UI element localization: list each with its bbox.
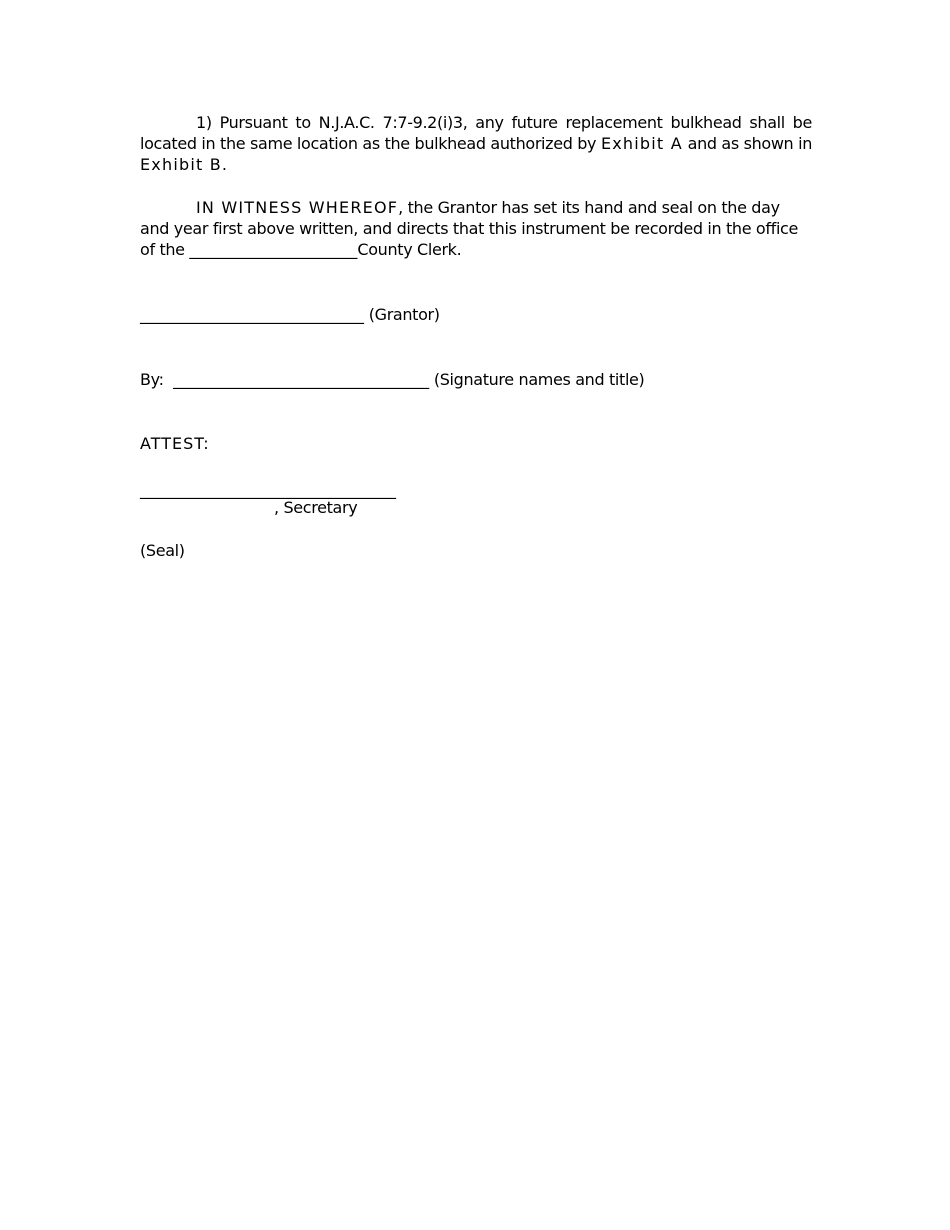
secretary-blank-line: ________________________________ — [140, 480, 396, 499]
exhibit-b-reference: Exhibit B — [140, 155, 222, 174]
county-blank-line: _____________________ — [189, 240, 358, 259]
witness-lead: IN WITNESS WHEREOF — [196, 198, 399, 217]
grantor-blank-line: ____________________________ — [140, 305, 364, 324]
paragraph-witness — [140, 197, 812, 260]
grantor-label: (Grantor) — [368, 305, 440, 324]
grantor-signature-line — [140, 304, 440, 325]
exhibit-a-reference: Exhibit A — [600, 134, 683, 153]
by-signature-line — [140, 369, 644, 390]
seal-label: (Seal) — [140, 541, 185, 560]
county-clerk-text: County Clerk. — [357, 240, 462, 259]
secretary-label: , Secretary — [274, 498, 358, 517]
clause-number: 1) — [196, 113, 212, 132]
clause-text-middle: and as shown in — [687, 134, 812, 153]
witness-text: , the Grantor has set its hand and seal on the day and year first above written, and directs that this instrument be recorded in the office of the — [140, 198, 798, 259]
signature-names-label: (Signature names and title) — [433, 370, 645, 389]
signature-blank-line: ________________________________ — [173, 370, 430, 389]
paragraph-bulkhead-clause — [140, 112, 812, 175]
by-label: By: — [140, 370, 164, 389]
clause-text: Pursuant to N.J.A.C. 7:7-9.2(i)3, any future replacement bulkhead shall be located in the same location as the bulkhead authorized by — [140, 113, 812, 153]
clause-text-end: . — [221, 155, 227, 174]
attest-label: ATTEST: — [140, 434, 210, 453]
